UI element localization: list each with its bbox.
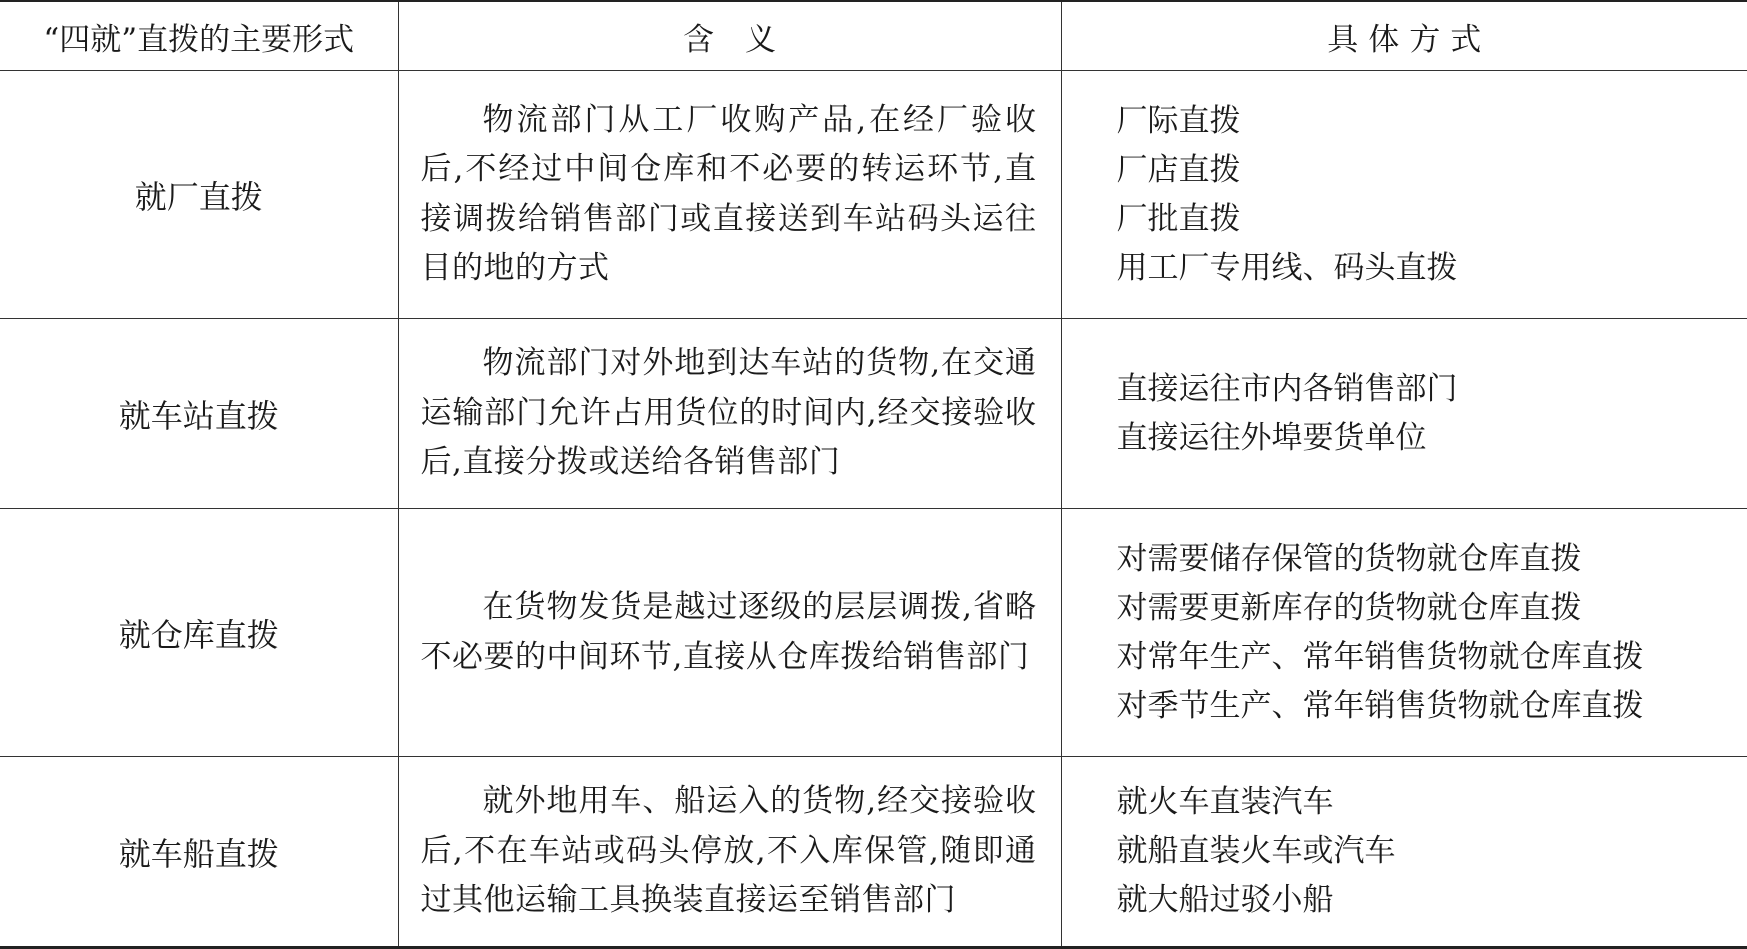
- header-meaning: 含 义: [398, 1, 1061, 71]
- row-methods: [1061, 71, 1747, 319]
- row-methods: [1061, 319, 1747, 509]
- method-item: 对季节生产、常年销售货物就仓库直拨: [1117, 682, 1747, 731]
- method-item: 用工厂专用线、码头直拨: [1117, 244, 1747, 293]
- header-methods: 具体方式: [1061, 1, 1747, 71]
- method-item: 就火车直装汽车: [1117, 778, 1747, 827]
- header-row: [0, 1, 1747, 71]
- method-item: 厂批直拨: [1117, 195, 1747, 244]
- method-item: 直接运往市内各销售部门: [1117, 365, 1747, 414]
- method-item: 对常年生产、常年销售货物就仓库直拨: [1117, 633, 1747, 682]
- row-form-name: 就仓库直拨: [0, 509, 398, 757]
- row-meaning: 在货物发货是越过逐级的层层调拨,省略不必要的中间环节,直接从仓库拨给销售部门: [398, 509, 1061, 757]
- method-item: 就大船过驳小船: [1117, 876, 1747, 925]
- method-item: 就船直装火车或汽车: [1117, 827, 1747, 876]
- row-meaning: 就外地用车、船运入的货物,经交接验收后,不在车站或码头停放,不入库保管,随即通过其他运输工具换装直接运至销售部门: [398, 757, 1061, 948]
- table-row: [0, 319, 1747, 509]
- row-methods: [1061, 509, 1747, 757]
- method-item: 直接运往外埠要货单位: [1117, 414, 1747, 463]
- table-row: [0, 71, 1747, 319]
- table-row: [0, 509, 1747, 757]
- row-meaning: 物流部门从工厂收购产品,在经厂验收后,不经过中间仓库和不必要的转运环节,直接调拨给销售部门或直接送到车站码头运往目的地的方式: [398, 71, 1061, 319]
- method-item: 厂际直拨: [1117, 97, 1747, 146]
- row-form-name: 就车站直拨: [0, 319, 398, 509]
- row-form-name: 就车船直拨: [0, 757, 398, 948]
- row-form-name: 就厂直拨: [0, 71, 398, 319]
- method-item: 对需要更新库存的货物就仓库直拨: [1117, 584, 1747, 633]
- method-item: 厂店直拨: [1117, 146, 1747, 195]
- table-row: [0, 757, 1747, 948]
- row-methods: [1061, 757, 1747, 948]
- table-body: [0, 71, 1747, 948]
- row-meaning: 物流部门对外地到达车站的货物,在交通运输部门允许占用货位的时间内,经交接验收后,直接分拨或送给各销售部门: [398, 319, 1061, 509]
- table-header: [0, 1, 1747, 71]
- header-form: “四就”直拨的主要形式: [0, 1, 398, 71]
- method-item: 对需要储存保管的货物就仓库直拨: [1117, 535, 1747, 584]
